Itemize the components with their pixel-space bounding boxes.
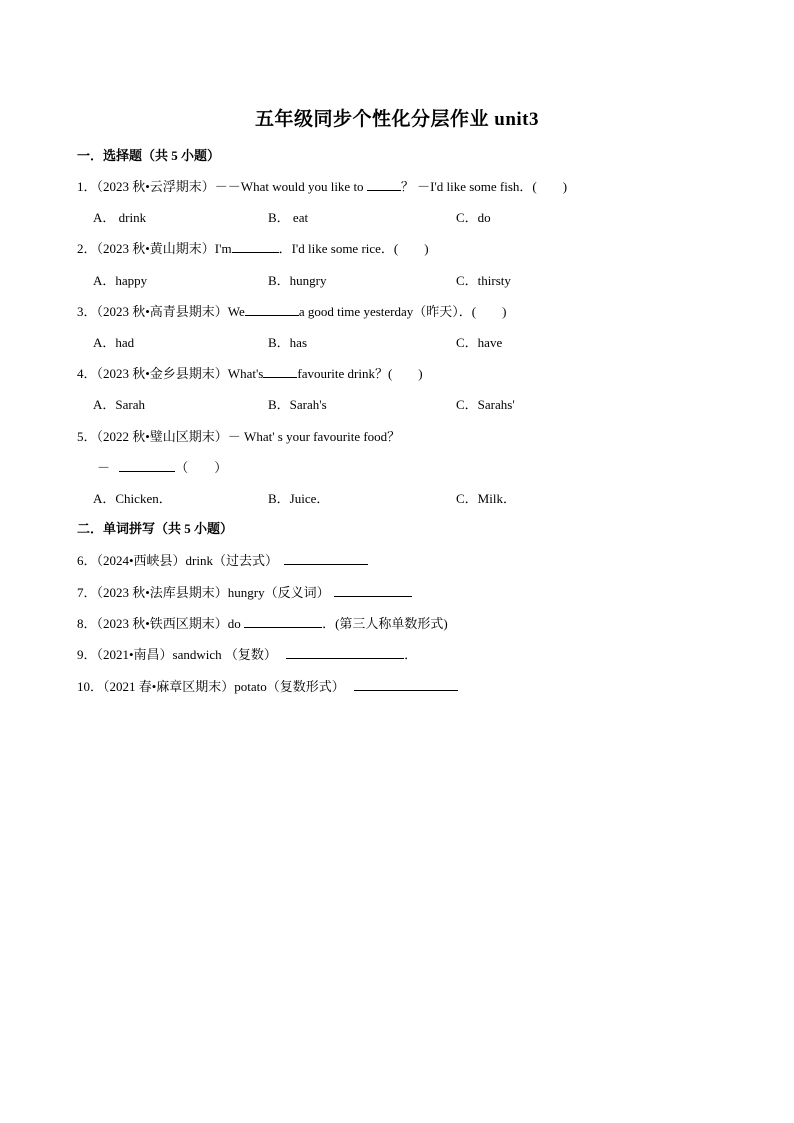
option-a[interactable]: A．Chicken． <box>93 491 172 506</box>
page-title: 五年级同步个性化分层作业 unit3 <box>255 109 539 130</box>
question-text: 5．（2022 秋•璧山区期末）－ What' s your favourite food？ <box>77 429 401 444</box>
question-9 <box>77 644 417 663</box>
question-6 <box>77 550 368 569</box>
option-b[interactable]: B．has <box>268 335 308 350</box>
option-c[interactable]: C．have <box>456 335 503 350</box>
option-b[interactable]: B．hungry <box>268 273 327 288</box>
question-text: 7．（2023 秋•法库县期末）hungry（反义词） <box>77 585 330 600</box>
question-text: ．(第三人称单数形式) <box>322 616 448 631</box>
question-1 <box>77 176 567 195</box>
question-text: ．I'd like some rice．( ) <box>278 241 429 256</box>
question-5-answer-line <box>97 457 227 476</box>
question-text: ． <box>404 647 418 662</box>
option-b[interactable]: B．Juice． <box>268 491 330 506</box>
question-4 <box>77 363 423 382</box>
option-b[interactable]: B．Sarah's <box>268 397 327 412</box>
question-text: 3．（2023 秋•高青县期末）We <box>77 304 245 319</box>
option-a[interactable]: A．happy <box>93 273 148 288</box>
option-c[interactable]: C．Sarahs' <box>456 397 515 412</box>
question-text: a good time yesterday（昨天）．( ) <box>298 304 507 319</box>
question-text: （ ） <box>175 460 228 475</box>
question-8 <box>77 613 448 632</box>
option-a[interactable]: A． drink <box>93 210 147 225</box>
question-2 <box>77 238 429 257</box>
section-heading-choice: 一．选择题（共 5 小题） <box>77 148 221 163</box>
question-text: － <box>97 460 114 475</box>
answer-blank[interactable] <box>286 646 404 659</box>
option-a[interactable]: A．Sarah <box>93 397 145 412</box>
option-a[interactable]: A．had <box>93 335 135 350</box>
option-c[interactable]: C．do <box>456 210 491 225</box>
section-heading-spelling: 二．单词拼写（共 5 小题） <box>77 521 234 536</box>
option-b[interactable]: B． eat <box>268 210 309 225</box>
question-text: favourite drink？( ) <box>297 366 423 381</box>
question-text: 10．（2021 春•麻章区期末）potato（复数形式） <box>77 679 349 694</box>
question-7 <box>77 582 412 601</box>
question-text: 6．（2024•西峡县）drink（过去式） <box>77 553 278 568</box>
question-text: 2．（2023 秋•黄山期末）I'm <box>77 241 232 256</box>
question-text: 4．（2023 秋•金乡县期末）What's <box>77 366 264 381</box>
answer-blank[interactable] <box>245 303 299 316</box>
question-10 <box>77 676 458 695</box>
answer-blank[interactable] <box>354 678 458 691</box>
question-text: 1．（2023 秋•云浮期末）－－What would you like to <box>77 179 367 194</box>
answer-blank[interactable] <box>367 178 401 191</box>
question-text: ？ －I'd like some fish．( ) <box>400 179 568 194</box>
question-text: 9．（2021•南昌）sandwich （复数） <box>77 647 281 662</box>
question-5 <box>77 426 400 445</box>
answer-blank[interactable] <box>263 365 297 378</box>
question-3 <box>77 301 506 320</box>
answer-blank[interactable] <box>119 459 175 472</box>
answer-blank[interactable] <box>232 240 279 253</box>
answer-blank[interactable] <box>334 584 412 597</box>
option-c[interactable]: C．thirsty <box>456 273 511 288</box>
answer-blank[interactable] <box>244 615 322 628</box>
answer-blank[interactable] <box>284 552 368 565</box>
option-c[interactable]: C．Milk． <box>456 491 516 506</box>
question-text: 8．（2023 秋•铁西区期末）do <box>77 616 245 631</box>
